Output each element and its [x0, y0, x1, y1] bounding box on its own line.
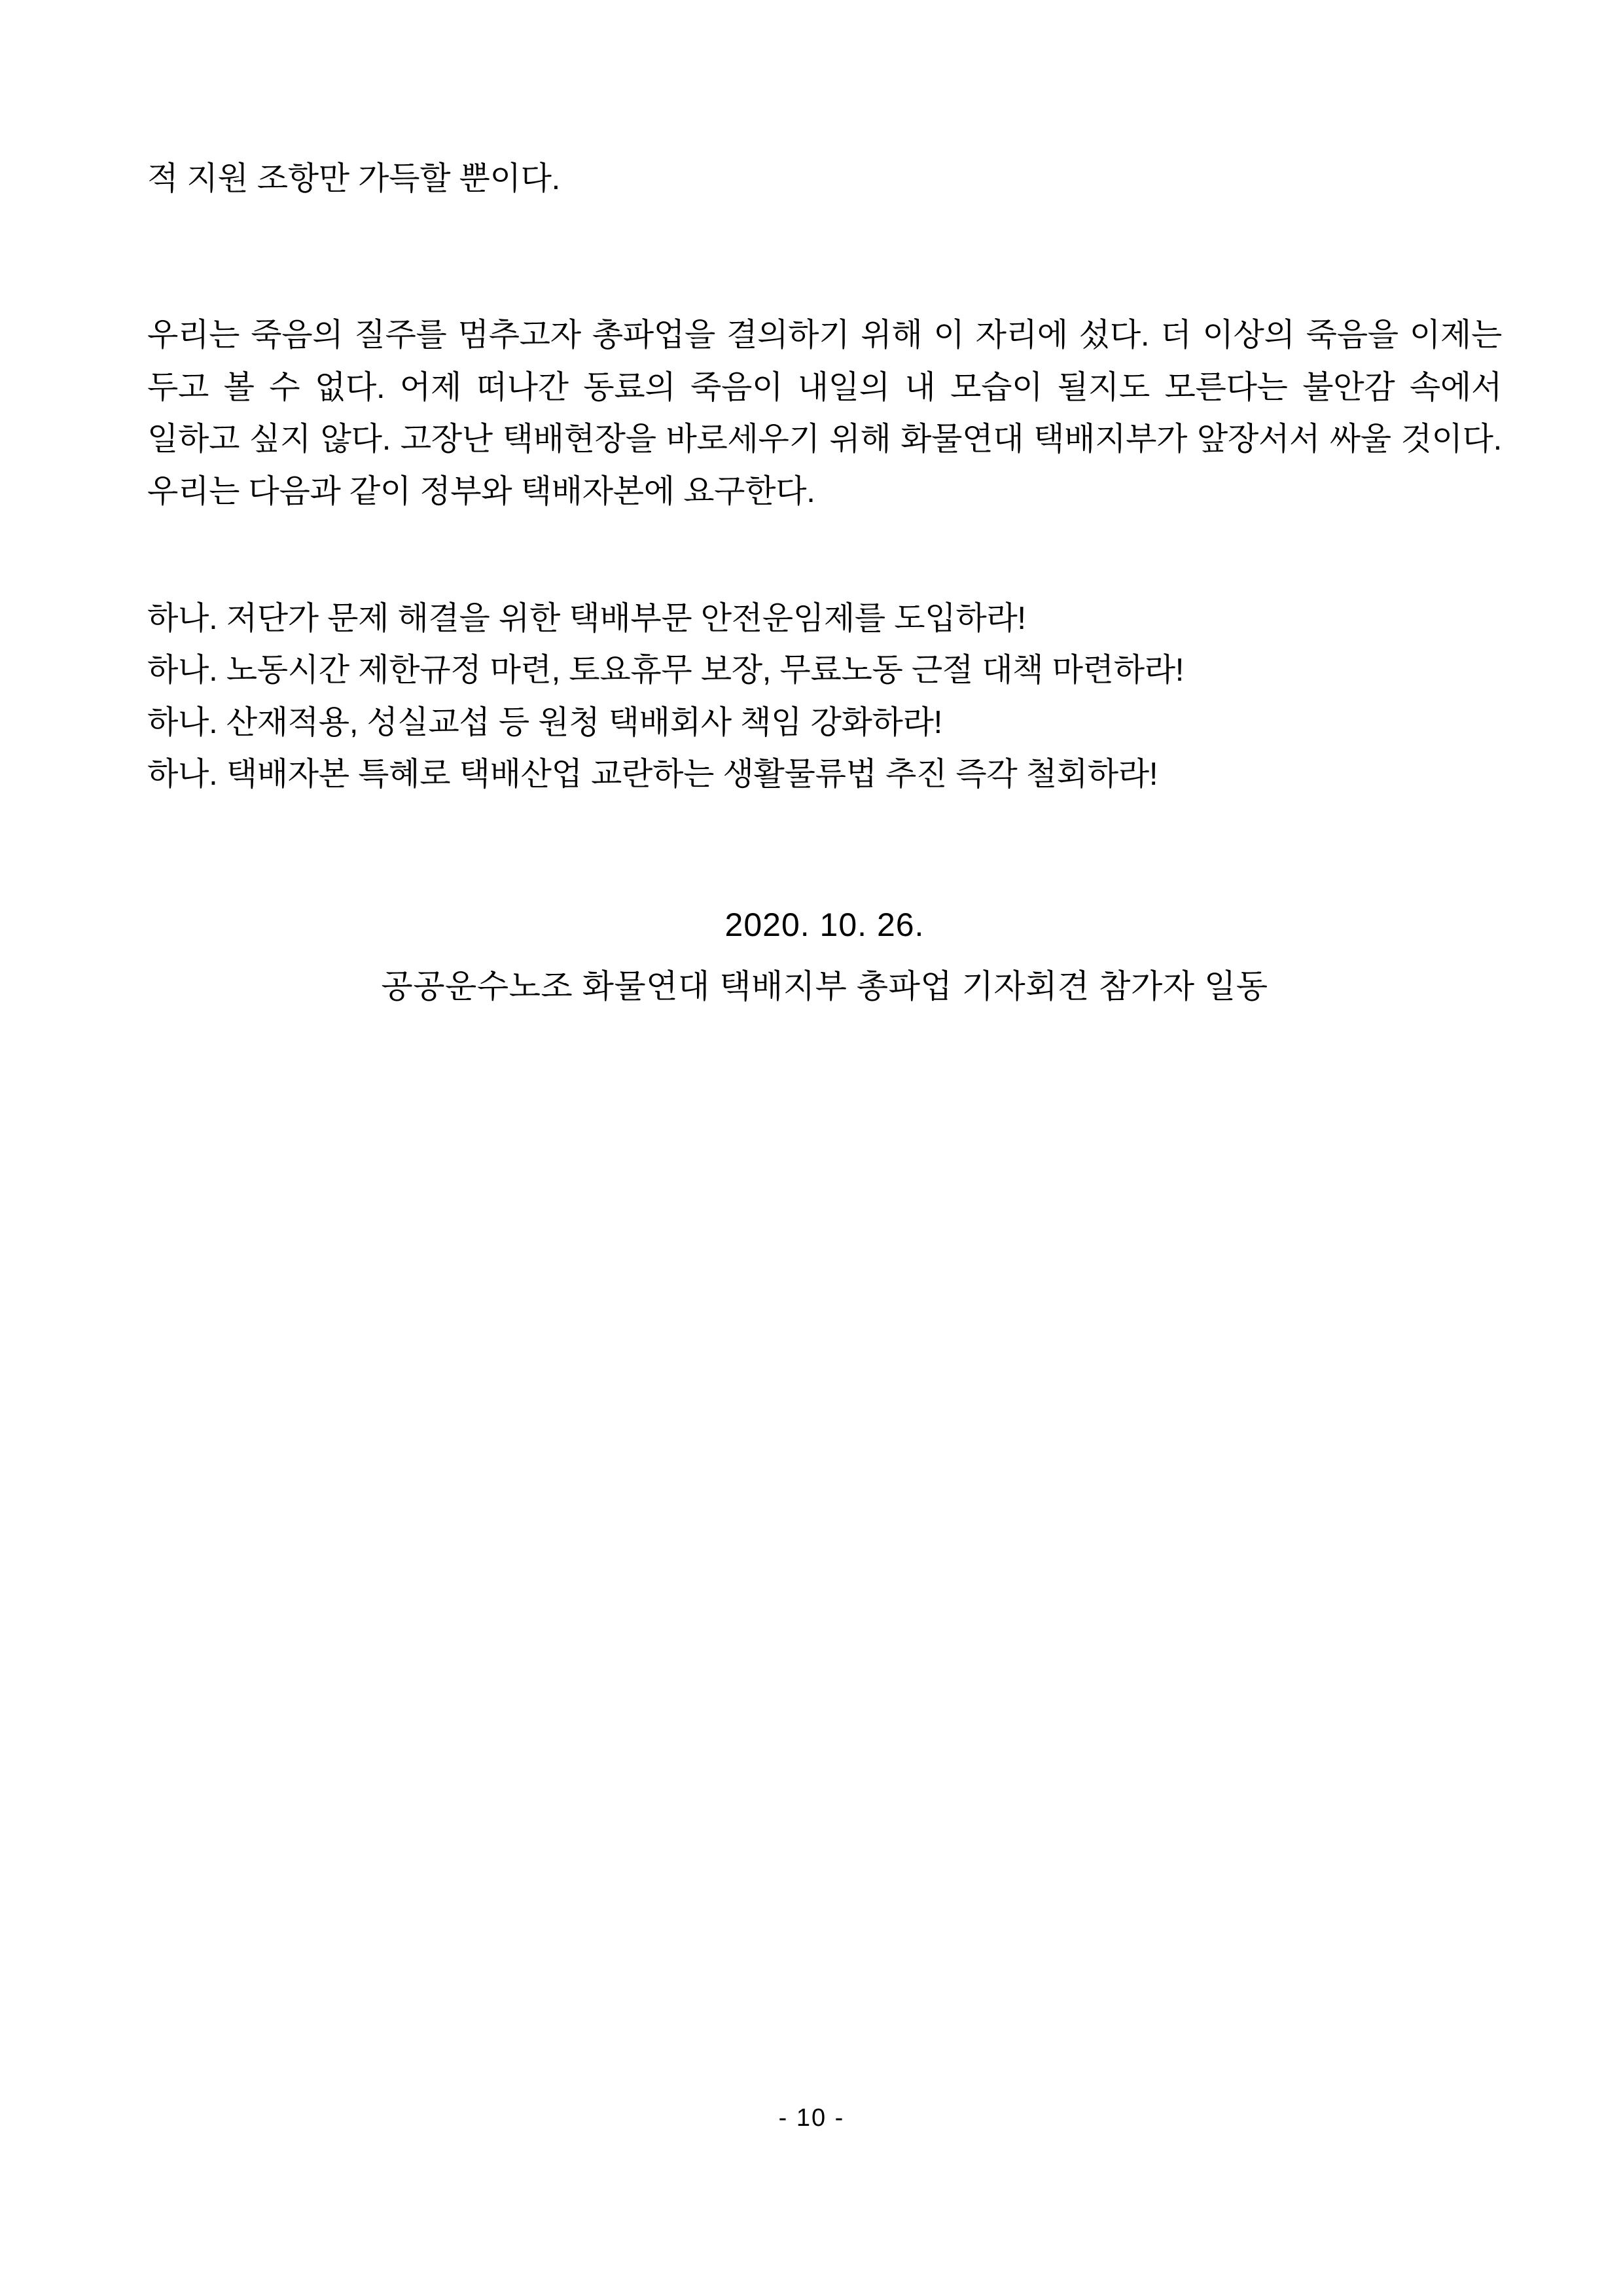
- list-item: 하나. 택배자본 특혜로 택배산업 교란하는 생활물류법 추진 즉각 철회하라!: [147, 757, 1158, 792]
- paragraph-continued: 적 지원 조항만 가득할 뿐이다.: [147, 161, 560, 196]
- list-item: 하나. 산재적용, 성실교섭 등 원청 택배회사 책임 강화하라!: [147, 704, 942, 740]
- closing-date: 2020. 10. 26.: [724, 906, 925, 944]
- list-item: 하나. 노동시간 제한규정 마련, 토요휴무 보장, 무료노동 근절 대책 마련하라!: [147, 653, 1185, 689]
- paragraph-spacer: [147, 237, 1502, 278]
- demand-list: [147, 593, 1502, 801]
- list-item: 하나. 저단가 문제 해결을 위한 택배부문 안전운임제를 도입하라!: [147, 600, 1026, 636]
- page-number: - 10 -: [778, 2104, 845, 2132]
- paragraph-main: 우리는 죽음의 질주를 멈추고자 총파업을 결의하기 위해 이 자리에 섰다. 더 이상의 죽음을 이제는 두고 볼 수 없다. 어제 떠나간 동료의 죽음이 내일의 내 모습이 될지도 모른다는 불안감 속에서 일하고 싶지 않다. 고장난 택배현장을 바로세우기 위해 화물연대 택배지부가 앞장서서 싸울 것이다. 우리는 다음과 같이 정부와 택배자본에 요구한다.: [147, 317, 1502, 509]
- demands-spacer: [147, 550, 1502, 593]
- document-content: [147, 121, 1502, 1013]
- closing-block: [147, 899, 1502, 1013]
- closing-signature: 공공운수노조 화물연대 택배지부 총파업 기자회견 참가자 일동: [381, 968, 1268, 1005]
